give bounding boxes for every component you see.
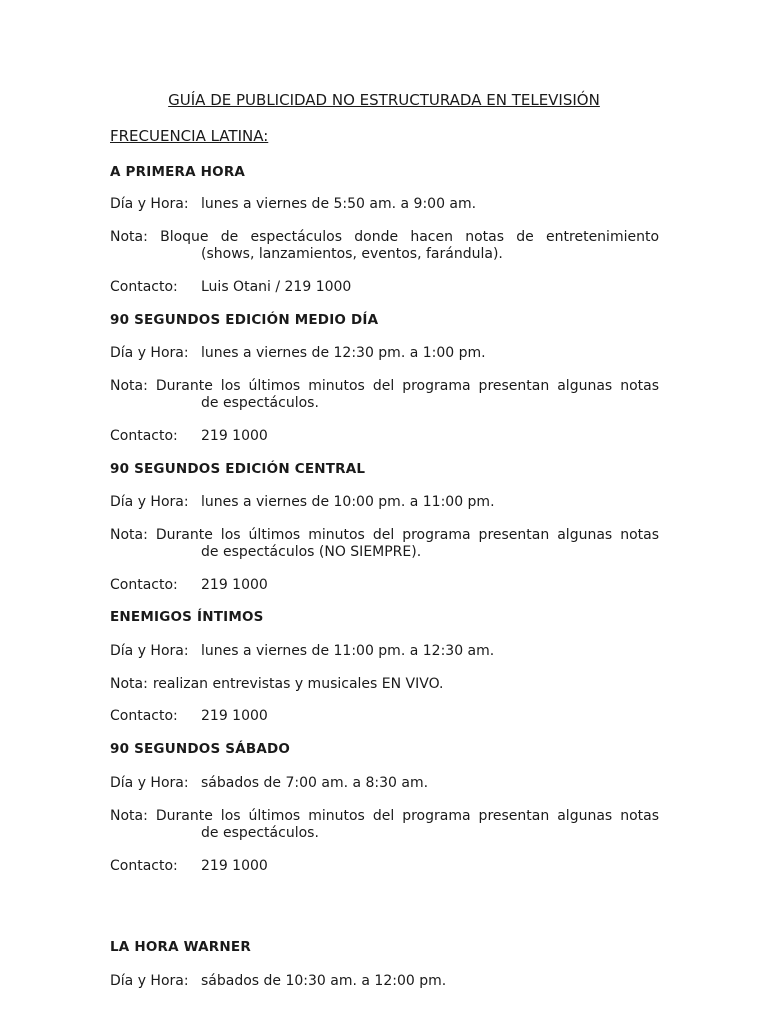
schedule-value: sábados de 10:30 am. a 12:00 pm.: [201, 973, 447, 989]
note-text-line1: Bloque de espectáculos donde hacen notas de entretenimiento: [160, 229, 660, 245]
schedule-label: Día y Hora:: [110, 775, 189, 791]
note-label: Nota:: [110, 229, 148, 245]
contact-label: Contacto:: [110, 279, 178, 295]
note-row: [110, 378, 659, 412]
schedule-row: [110, 196, 659, 213]
note-text-line2: de espectáculos.: [201, 395, 319, 411]
channel-heading: FRECUENCIA LATINA:: [110, 127, 269, 145]
schedule-row: [110, 643, 659, 660]
note-text-line1: realizan entrevistas y musicales EN VIVO.: [152, 676, 444, 692]
schedule-label: Día y Hora:: [110, 973, 189, 989]
program-title: 90 SEGUNDOS EDICIÓN CENTRAL: [110, 461, 366, 477]
contact-value: Luis Otani / 219 1000: [201, 279, 352, 295]
note-label: Nota:: [110, 808, 148, 824]
program-title: LA HORA WARNER: [110, 939, 251, 955]
schedule-row: [110, 775, 659, 792]
note-label: Nota:: [110, 527, 148, 543]
note-text-line1: Durante los últimos minutos del programa presentan algunas notas: [155, 527, 660, 543]
note-text-line1: Durante los últimos minutos del programa presentan algunas notas: [155, 808, 660, 824]
schedule-value: lunes a viernes de 11:00 pm. a 12:30 am.: [201, 643, 495, 659]
schedule-value: lunes a viernes de 12:30 pm. a 1:00 pm.: [201, 345, 486, 361]
note-label: Nota:: [110, 378, 148, 394]
contact-row: [110, 577, 659, 594]
note-row: [110, 229, 659, 263]
schedule-label: Día y Hora:: [110, 345, 189, 361]
contact-value: 219 1000: [201, 858, 268, 874]
note-row: [110, 527, 659, 561]
note-text-line2: de espectáculos.: [201, 825, 319, 841]
contact-label: Contacto:: [110, 577, 178, 593]
note-text-line1: Durante los últimos minutos del programa presentan algunas notas: [155, 378, 660, 394]
note-row: [110, 808, 659, 842]
document-title: GUÍA DE PUBLICIDAD NO ESTRUCTURADA EN TELEVISIÓN: [168, 91, 600, 109]
contact-row: [110, 708, 659, 725]
contact-label: Contacto:: [110, 708, 178, 724]
schedule-label: Día y Hora:: [110, 643, 189, 659]
schedule-label: Día y Hora:: [110, 494, 189, 510]
schedule-value: lunes a viernes de 10:00 pm. a 11:00 pm.: [201, 494, 495, 510]
contact-value: 219 1000: [201, 708, 268, 724]
schedule-label: Día y Hora:: [110, 196, 189, 212]
contact-value: 219 1000: [201, 428, 268, 444]
contact-label: Contacto:: [110, 428, 178, 444]
program-title: A PRIMERA HORA: [110, 164, 246, 180]
program-title: 90 SEGUNDOS EDICIÓN MEDIO DÍA: [110, 312, 379, 328]
contact-value: 219 1000: [201, 577, 268, 593]
note-row: [110, 676, 659, 693]
note-label: Nota:: [110, 676, 148, 692]
contact-label: Contacto:: [110, 858, 178, 874]
schedule-row: [110, 494, 659, 511]
note-text-line2: de espectáculos (NO SIEMPRE).: [201, 544, 422, 560]
schedule-value: sábados de 7:00 am. a 8:30 am.: [201, 775, 429, 791]
contact-row: [110, 858, 659, 875]
schedule-row: [110, 973, 659, 990]
contact-row: [110, 428, 659, 445]
schedule-value: lunes a viernes de 5:50 am. a 9:00 am.: [201, 196, 477, 212]
contact-row: [110, 279, 659, 296]
note-text-line2: (shows, lanzamientos, eventos, farándula).: [201, 246, 503, 262]
program-title: 90 SEGUNDOS SÁBADO: [110, 741, 291, 757]
program-title: ENEMIGOS ÍNTIMOS: [110, 609, 264, 625]
schedule-row: [110, 345, 659, 362]
